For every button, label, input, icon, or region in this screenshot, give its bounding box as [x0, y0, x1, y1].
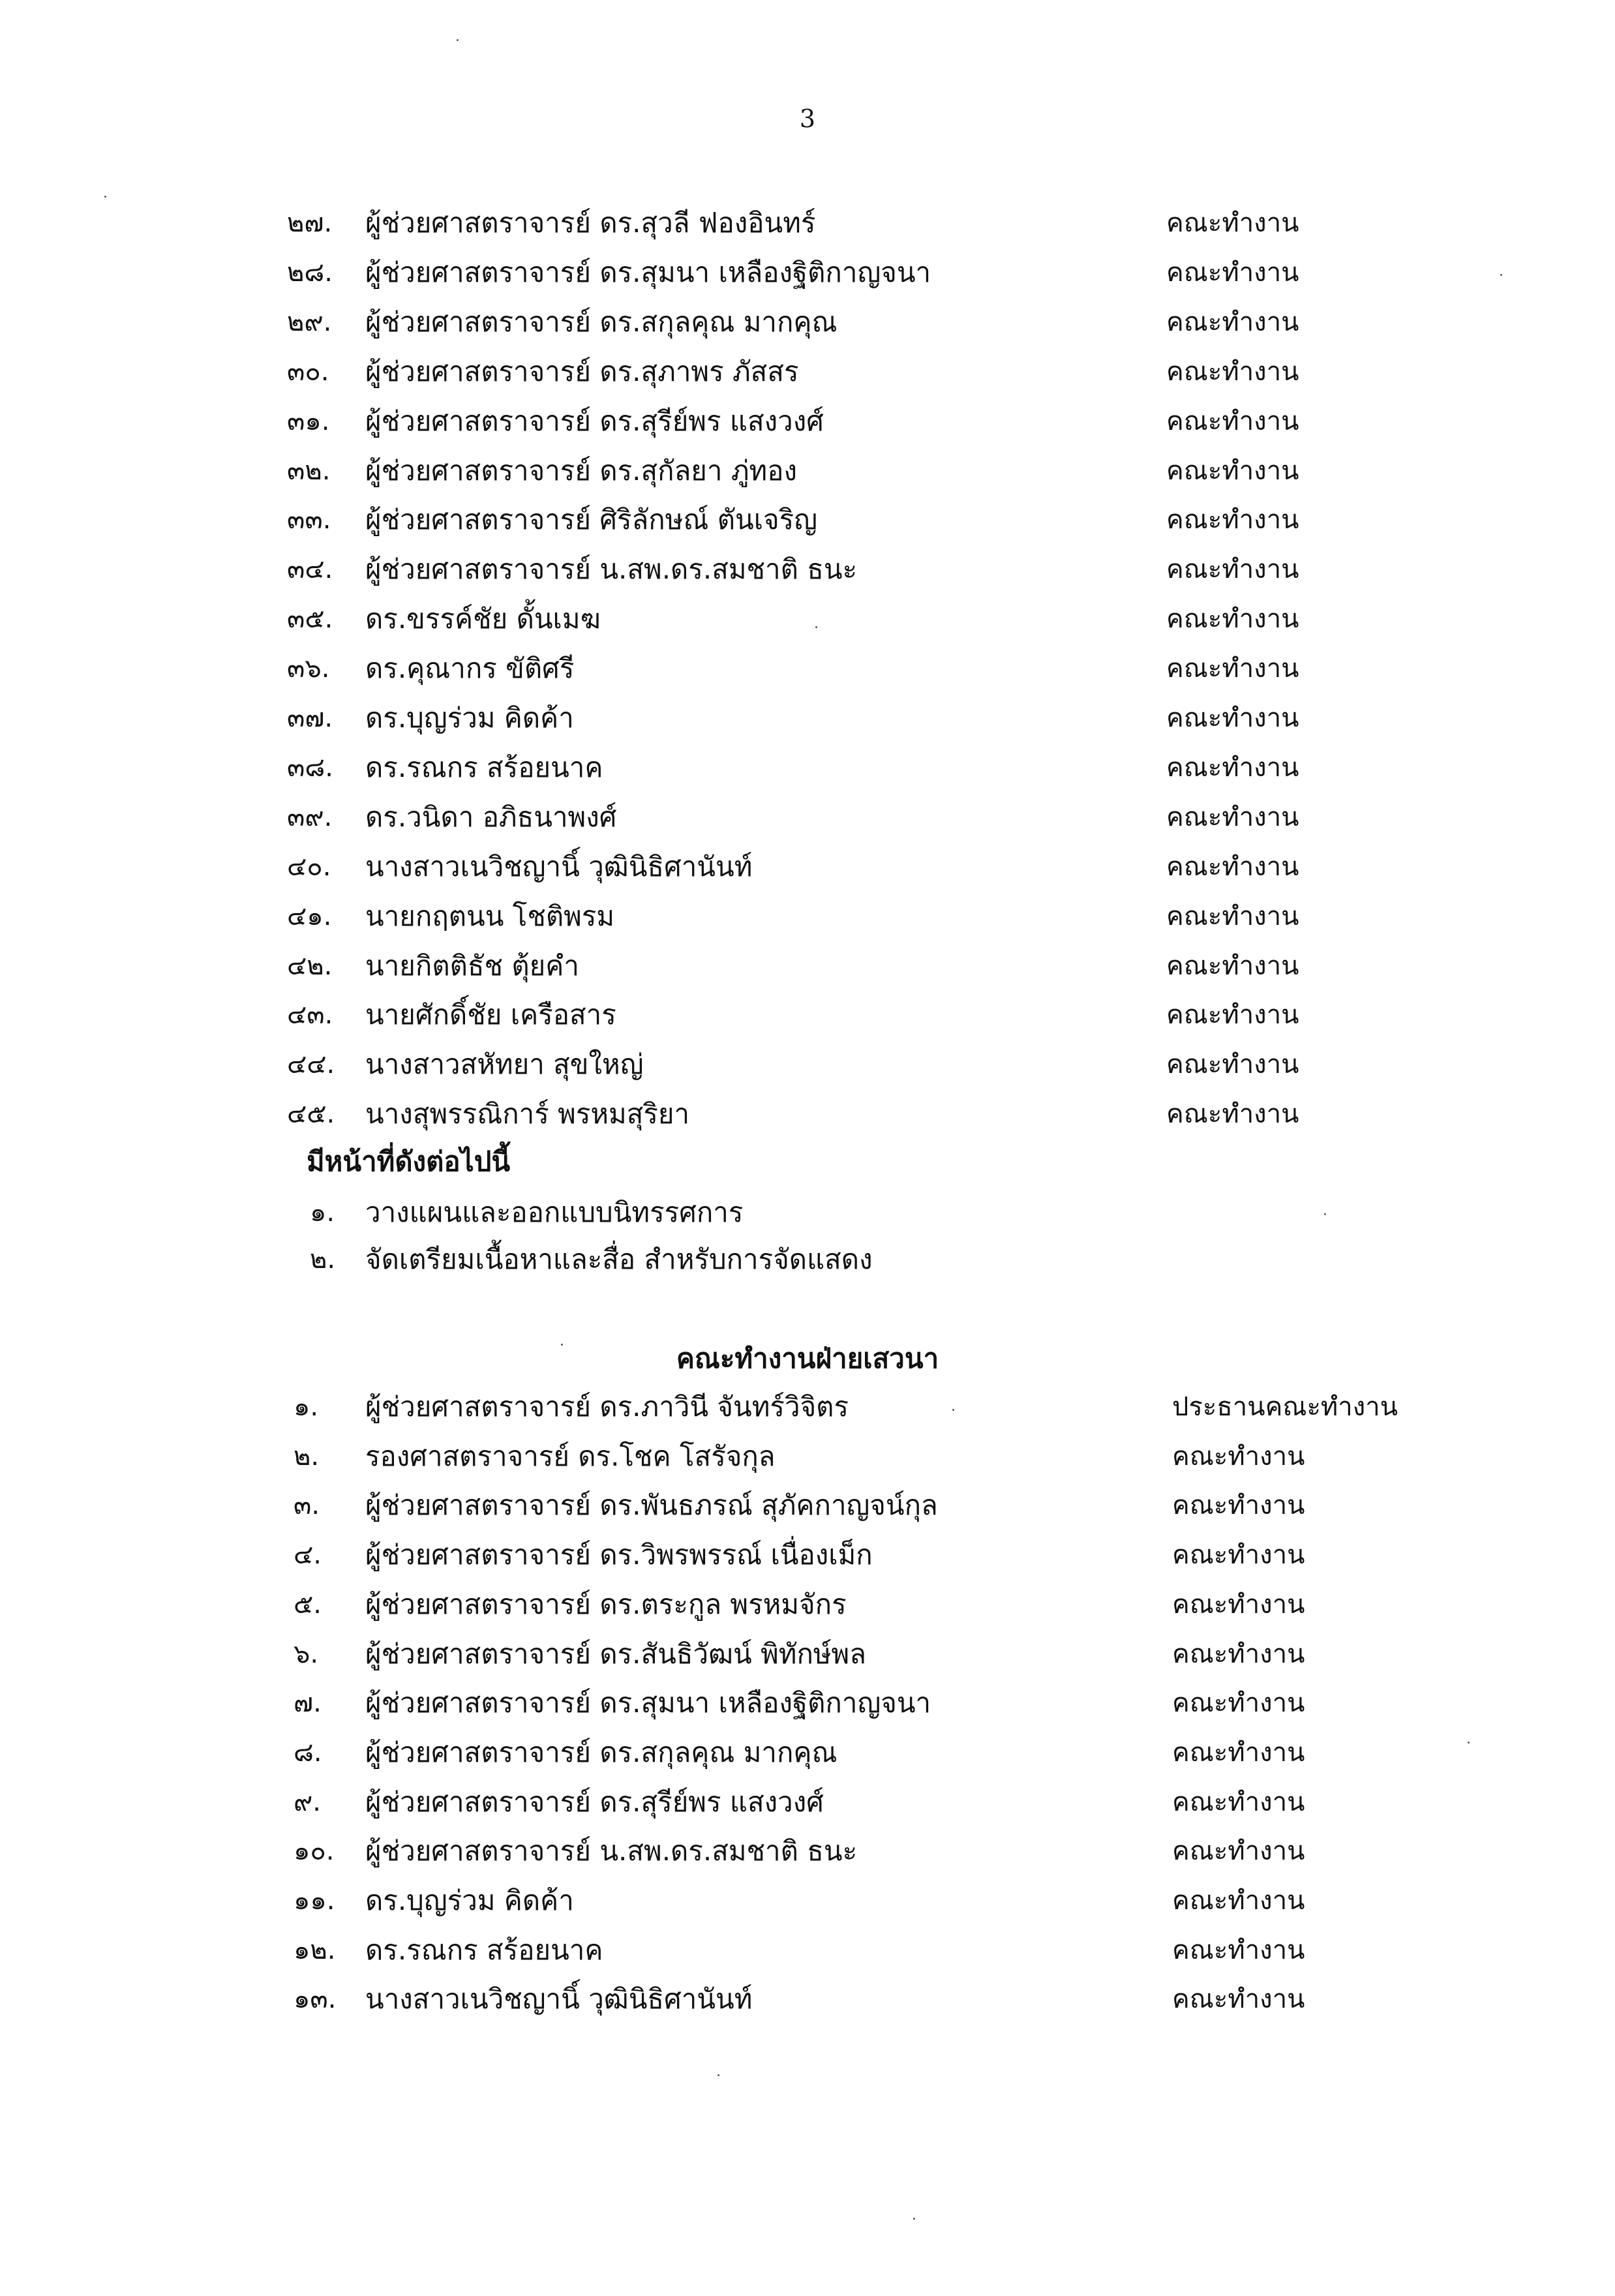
item-number: ๔๓. — [287, 1000, 333, 1031]
member-role: คณะทำงาน — [1166, 208, 1299, 238]
member-name: ผู้ช่วยศาสตราจารย์ ดร.ภาวินี จันทร์วิจิตร — [365, 1391, 849, 1423]
duty-number: ๑. — [310, 1198, 335, 1228]
member-name: ดร.บุญร่วม คิดค้า — [365, 1884, 574, 1916]
duty-text: จัดเตรียมเนื้อหาและสื่อ สำหรับการจัดแสดง — [365, 1243, 873, 1275]
member-role: คณะทำงาน — [1172, 1886, 1305, 1916]
list-item — [0, 1730, 1615, 1775]
page-number: 3 — [799, 104, 816, 133]
member-name: ผู้ช่วยศาสตราจารย์ ดร.สุรีย์พร แสงวงศ์ — [365, 404, 824, 437]
member-name: ผู้ช่วยศาสตราจารย์ ดร.สกุลคุณ มากคุณ — [365, 1736, 838, 1768]
item-number: ๓๓. — [287, 505, 331, 536]
item-number: ๓๖. — [287, 654, 330, 684]
member-role: คณะทำงาน — [1166, 851, 1299, 882]
list-item — [0, 399, 1615, 444]
list-item — [0, 1631, 1615, 1677]
member-name: ผู้ช่วยศาสตราจารย์ ดร.สันธิวัฒน์ พิทักษ์พล — [365, 1637, 866, 1670]
member-role: คณะทำงาน — [1172, 1540, 1305, 1571]
member-role: คณะทำงาน — [1166, 950, 1299, 981]
item-number: ๓๐. — [287, 356, 329, 387]
member-name: ผู้ช่วยศาสตราจารย์ ดร.ตระกูล พรหมจักร — [365, 1588, 847, 1620]
member-name: ผู้ช่วยศาสตราจารย์ ดร.สุภาพร ภัสสร — [365, 355, 799, 387]
list-item — [0, 992, 1615, 1038]
member-role: คณะทำงาน — [1172, 1935, 1305, 1965]
duties-heading: มีหน้าที่ดังต่อไปนี้ — [307, 1145, 511, 1177]
item-number: ๒๗. — [287, 208, 333, 238]
item-number: ๔๔. — [287, 1050, 335, 1080]
list-item — [0, 1976, 1615, 2022]
item-number: ๔๐. — [287, 851, 331, 882]
member-role: คณะทำงาน — [1166, 505, 1299, 536]
member-role: คณะทำงาน — [1172, 1836, 1305, 1867]
member-name: ดร.รณกร สร้อยนาค — [365, 1933, 603, 1966]
list-item — [0, 745, 1615, 791]
item-number: ๑๐. — [294, 1836, 335, 1867]
member-name: นายศักดิ์ชัย เครือสาร — [365, 999, 616, 1031]
item-number: ๓๑. — [287, 406, 330, 436]
member-name: นายกิตติธัช ตุ้ยคำ — [365, 949, 579, 982]
item-number: ๔. — [294, 1540, 322, 1571]
member-name: ผู้ช่วยศาสตราจารย์ ดร.พันธภรณ์ สุภัคกาญจน์กุล — [365, 1489, 938, 1522]
list-item — [0, 547, 1615, 592]
list-item — [0, 1434, 1615, 1479]
member-role: คณะทำงาน — [1172, 1787, 1305, 1817]
item-number: ๕. — [294, 1589, 322, 1620]
list-item — [0, 695, 1615, 741]
member-role: คณะทำงาน — [1172, 1490, 1305, 1521]
list-item — [0, 943, 1615, 989]
item-number: ๓. — [294, 1490, 320, 1521]
member-name: ผู้ช่วยศาสตราจารย์ ดร.สุมนา เหลืองฐิติกาญจนา — [365, 256, 931, 288]
member-name: ผู้ช่วยศาสตราจารย์ ดร.วิพรพรรณ์ เนื่องเม็ก — [365, 1539, 873, 1571]
member-name: ดร.รณกร สร้อยนาค — [365, 751, 603, 783]
duty-text: วางแผนและออกแบบนิทรรศการ — [365, 1196, 744, 1228]
list-item — [0, 1828, 1615, 1874]
member-role: คณะทำงาน — [1172, 1639, 1305, 1669]
list-item — [0, 200, 1615, 246]
list-item — [0, 448, 1615, 494]
member-name: ดร.คุณากร ขัติศรี — [365, 652, 575, 685]
member-role: คณะทำงาน — [1166, 1000, 1299, 1031]
item-number: ๓๘. — [287, 752, 333, 783]
list-item — [0, 794, 1615, 840]
list-item — [0, 1680, 1615, 1726]
member-role: คณะทำงาน — [1166, 901, 1299, 931]
member-role: คณะทำงาน — [1166, 554, 1299, 585]
duty-number: ๒. — [310, 1245, 336, 1275]
item-number: ๖. — [294, 1639, 319, 1669]
list-item — [0, 1091, 1615, 1137]
member-name: นางสุพรรณิการ์ พรหมสุริยา — [365, 1098, 690, 1130]
list-item — [0, 1483, 1615, 1528]
member-role: คณะทำงาน — [1166, 654, 1299, 684]
item-number: ๓๗. — [287, 703, 333, 733]
member-name: ผู้ช่วยศาสตราจารย์ ดร.สุมนา เหลืองฐิติกาญจนา — [365, 1687, 931, 1719]
item-number: ๒๙. — [287, 307, 332, 337]
member-role: คณะทำงาน — [1166, 455, 1299, 486]
list-item — [0, 1878, 1615, 1924]
member-name: ผู้ช่วยศาสตราจารย์ ศิริลักษณ์ ตันเจริญ — [365, 504, 817, 536]
list-item — [0, 250, 1615, 295]
member-name: ผู้ช่วยศาสตราจารย์ ดร.สุวลี ฟองอินทร์ — [365, 207, 816, 239]
item-number: ๒. — [294, 1441, 320, 1472]
member-role: คณะทำงาน — [1166, 703, 1299, 733]
member-name: นางสาวเนวิชญานิ์ วุฒินิธิศานันท์ — [365, 1983, 753, 2016]
member-name: ดร.บุญร่วม คิดค้า — [365, 702, 574, 734]
item-number: ๗. — [294, 1688, 322, 1719]
item-number: ๓๕. — [287, 604, 333, 635]
member-name: ผู้ช่วยศาสตราจารย์ ดร.สกุลคุณ มากคุณ — [365, 305, 838, 338]
member-name: รองศาสตราจารย์ ดร.โชค โสรัจกุล — [365, 1440, 776, 1472]
item-number: ๑. — [294, 1392, 319, 1422]
member-name: ผู้ช่วยศาสตราจารย์ ดร.สุรีย์พร แสงวงศ์ — [365, 1785, 824, 1818]
list-item — [0, 349, 1615, 395]
list-item — [0, 1384, 1615, 1430]
list-item — [0, 646, 1615, 691]
list-item — [0, 1042, 1615, 1087]
member-role: คณะทำงาน — [1166, 752, 1299, 783]
list-item — [0, 1927, 1615, 1973]
list-item — [0, 497, 1615, 543]
duty-item — [0, 1237, 1615, 1282]
item-number: ๓๔. — [287, 554, 333, 585]
list-item — [0, 596, 1615, 642]
item-number: ๒๘. — [287, 257, 333, 288]
item-number: ๔๑. — [287, 901, 332, 931]
member-name: ดร.วนิดา อภิธนาพงศ์ — [365, 800, 617, 833]
item-number: ๔๒. — [287, 950, 333, 981]
member-name: ผู้ช่วยศาสตราจารย์ น.สพ.ดร.สมชาติ ธนะ — [365, 553, 858, 586]
member-name: ผู้ช่วยศาสตราจารย์ น.สพ.ดร.สมชาติ ธนะ — [365, 1835, 858, 1867]
section-title: คณะทำงานฝ่ายเสวนา — [676, 1342, 939, 1374]
member-role: ประธานคณะทำงาน — [1172, 1392, 1398, 1422]
member-role: คณะทำงาน — [1166, 802, 1299, 832]
item-number: ๘. — [294, 1737, 322, 1768]
item-number: ๙. — [294, 1787, 322, 1817]
member-role: คณะทำงาน — [1166, 406, 1299, 436]
list-item — [0, 1532, 1615, 1578]
member-role: คณะทำงาน — [1172, 1589, 1305, 1620]
list-item — [0, 894, 1615, 939]
item-number: ๓๒. — [287, 455, 331, 486]
member-role: คณะทำงาน — [1166, 307, 1299, 337]
member-role: คณะทำงาน — [1166, 604, 1299, 635]
item-number: ๓๙. — [287, 802, 333, 832]
member-name: นายกฤตนน โชติพรม — [365, 899, 615, 932]
member-name: นางสาวเนวิชญานิ์ วุฒินิธิศานันท์ — [365, 850, 753, 883]
item-number: ๑๒. — [294, 1935, 336, 1965]
member-name: นางสาวสหัทยา สุขใหญ่ — [365, 1048, 644, 1081]
member-role: คณะทำงาน — [1166, 257, 1299, 288]
list-item — [0, 844, 1615, 890]
list-item — [0, 1779, 1615, 1825]
member-role: คณะทำงาน — [1166, 356, 1299, 387]
item-number: ๑๓. — [294, 1984, 337, 2015]
member-role: คณะทำงาน — [1172, 1737, 1305, 1768]
member-role: คณะทำงาน — [1172, 1441, 1305, 1472]
duty-item — [0, 1190, 1615, 1235]
member-role: คณะทำงาน — [1166, 1099, 1299, 1130]
member-name: ดร.ขรรค์ชัย ดั้นเมฆ — [365, 603, 601, 635]
member-role: คณะทำงาน — [1172, 1688, 1305, 1719]
item-number: ๔๕. — [287, 1099, 335, 1130]
member-name: ผู้ช่วยศาสตราจารย์ ดร.สุกัลยา ภู่ทอง — [365, 454, 797, 487]
list-item — [0, 1582, 1615, 1627]
item-number: ๑๑. — [294, 1886, 335, 1916]
list-item — [0, 299, 1615, 345]
member-role: คณะทำงาน — [1172, 1984, 1305, 2015]
member-role: คณะทำงาน — [1166, 1050, 1299, 1080]
